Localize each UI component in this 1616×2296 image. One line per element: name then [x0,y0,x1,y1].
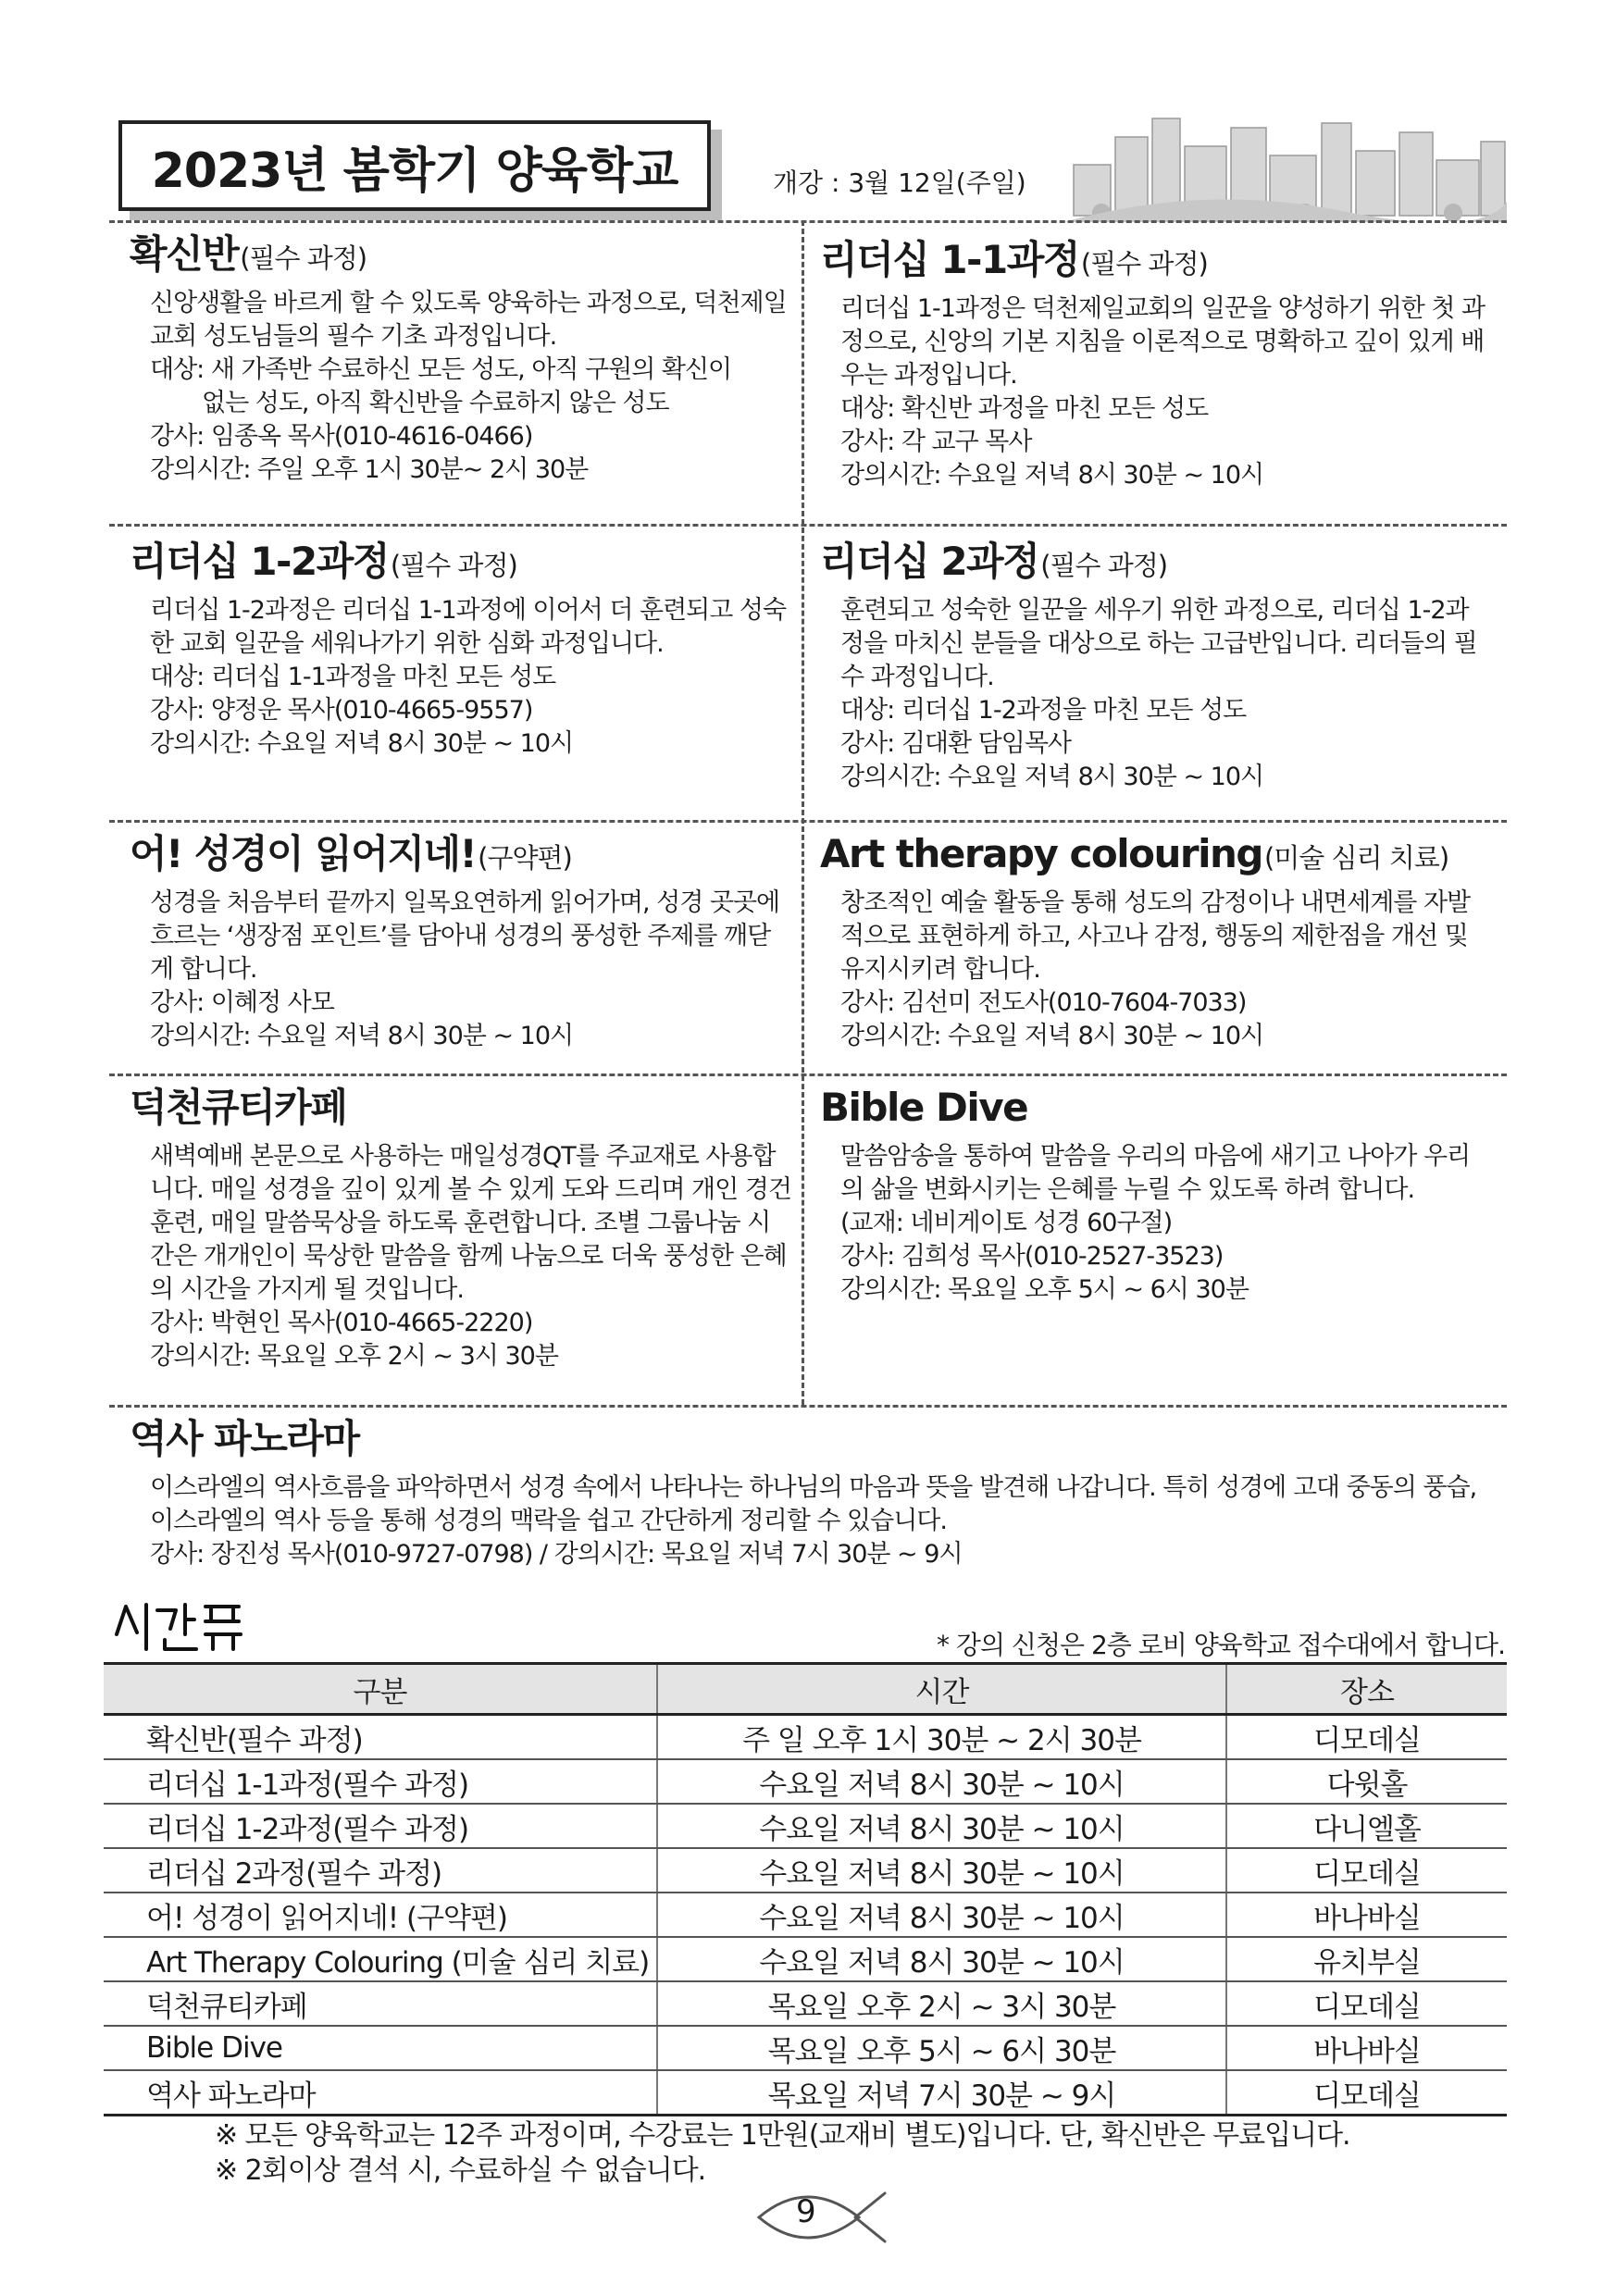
cell-course: 덕천큐티카페 [104,1981,657,2026]
course-teacher: 강사: 김선미 전도사(010-7604-7033) [840,988,1247,1017]
course-teacher: 강사: 양정운 목사(010-4665-9557) [150,696,533,725]
cell-course: 확신반(필수 과정) [104,1715,657,1760]
cell-time: 목요일 오후 2시 ~ 3시 30분 [657,1981,1226,2026]
course-time: 강의시간: 주일 오후 1시 30분~ 2시 30분 [150,455,589,484]
cell-place: 바나바실 [1226,2026,1507,2070]
course-time: 강의시간: 수요일 저녁 8시 30분 ~ 10시 [840,763,1264,791]
course-title: Art therapy colouring(미술 심리 치료) [820,831,1449,876]
course-description: 창조적인 예술 활동을 통해 성도의 감정이나 내면세계를 자발적으로 표현하게 하고, 사고나 감정, 행동의 제한점을 개선 및 유지시키려 합니다. [840,888,1471,984]
page-number-text: 9 [796,2193,816,2230]
header-place: 장소 [1226,1664,1507,1715]
timetable-note: * 강의 신청은 2층 로비 양육학교 접수대에서 합니다. [937,1630,1505,1660]
course-title: 리더십 1-1과정(필수 과정) [820,237,1208,282]
fish-icon [752,2180,890,2251]
course-description: 이스라엘의 역사흐름을 파악하면서 성경 속에서 나타나는 하나님의 마음과 뜻을 발견해 나갑니다. 특히 성경에 고대 중동의 풍습, 이스라엘의 역사 등을 통해 성경의 맥락을 쉽고 간단하게 정리할 수 있습니다. [150,1473,1477,1535]
cell-time: 수요일 저녁 8시 30분 ~ 10시 [657,1848,1226,1893]
course-title: 리더십 2과정(필수 과정) [820,539,1168,584]
course-time: 강의시간: 목요일 오후 5시 ~ 6시 30분 [840,1275,1249,1304]
cell-time: 수요일 저녁 8시 30분 ~ 10시 [657,1759,1226,1804]
page-title-text: 2023년 봄학기 양육학교 [151,143,678,199]
course-time: 강의시간: 수요일 저녁 8시 30분 ~ 10시 [150,1022,574,1050]
course-title: 확신반(필수 과정) [130,231,367,277]
course-teacher: 강사: 임종옥 목사(010-4616-0466) [150,422,533,451]
city-illustration [1064,109,1507,222]
table-row [104,1759,1507,1804]
cell-course: Bible Dive [104,2026,657,2070]
table-header-row [104,1664,1507,1715]
cell-course: 어! 성경이 읽어지네! (구약편) [104,1893,657,1937]
course-teacher-time: 강사: 장진성 목사(010-9727-0798) / 강의시간: 목요일 저녁 7시 30분 ~ 9시 [150,1540,963,1569]
course-description: 리더십 1-1과정은 덕천제일교회의 일꾼을 양성하기 위한 첫 과정으로, 신앙의 기본 지침을 이론적으로 명확하고 깊이 있게 배우는 과정입니다. [840,294,1485,390]
table-row [104,1804,1507,1848]
course-material: (교재: 네비게이토 성경 60구절) [840,1209,1173,1237]
table-row [104,2026,1507,2070]
footnote-fee: ※ 모든 양육학교는 12주 과정이며, 수강료는 1만원(교재비 별도)입니다. 단, 확신반은 무료입니다. [215,2119,1350,2152]
course-title: 어! 성경이 읽어지네!(구약편) [130,831,572,876]
cell-course: 리더십 1-1과정(필수 과정) [104,1759,657,1804]
course-teacher: 강사: 김대환 담임목사 [840,729,1071,758]
course-덕천큐티카페 [130,1085,791,1373]
page-number [752,2180,890,2251]
timetable-title [109,1597,248,1655]
course-teacher: 강사: 이혜정 사모 [150,988,334,1017]
course-리더십-1-2 [130,539,791,761]
cell-place: 디모데실 [1226,2070,1507,2116]
course-time: 강의시간: 수요일 저녁 8시 30분 ~ 10시 [840,1022,1264,1050]
course-description: 리더십 1-2과정은 리더십 1-1과정에 이어서 더 훈련되고 성숙한 교회 일꾼을 세워나가기 위한 심화 과정입니다. [150,596,787,658]
cell-place: 디모데실 [1226,1981,1507,2026]
cell-place: 유치부실 [1226,1937,1507,1981]
cell-time: 주 일 오후 1시 30분 ~ 2시 30분 [657,1715,1226,1760]
course-target: 대상: 리더십 1-2과정을 마친 모든 성도 [840,696,1247,725]
table-row [104,1848,1507,1893]
table-row [104,1937,1507,1981]
cell-place: 다니엘홀 [1226,1804,1507,1848]
cell-course: 역사 파노라마 [104,2070,657,2116]
cell-time: 수요일 저녁 8시 30분 ~ 10시 [657,1804,1226,1848]
course-title: Bible Dive [820,1085,1028,1130]
footnote-absence: ※ 2회이상 결석 시, 수료하실 수 없습니다. [215,2154,706,2187]
cell-time: 목요일 오후 5시 ~ 6시 30분 [657,2026,1226,2070]
course-리더십-2 [820,539,1486,794]
course-description: 신앙생활을 바르게 할 수 있도록 양육하는 과정으로, 덕천제일교회 성도님들의 필수 기초 과정입니다. [150,289,787,351]
course-description: 말씀암송을 통하여 말씀을 우리의 마음에 새기고 나아가 우리의 삶을 변화시키는 은혜를 누릴 수 있도록 하려 합니다. [840,1142,1471,1204]
header-category: 구분 [104,1664,657,1715]
course-title: 덕천큐티카페 [130,1085,347,1130]
course-time: 강의시간: 수요일 저녁 8시 30분 ~ 10시 [840,461,1264,490]
cell-time: 목요일 저녁 7시 30분 ~ 9시 [657,2070,1226,2116]
course-target-cont: 없는 성도, 아직 확신반을 수료하지 않은 성도 [202,389,669,417]
table-row [104,1981,1507,2026]
course-art-therapy [820,831,1486,1053]
header-time: 시간 [657,1664,1226,1715]
timetable [104,1662,1507,2116]
course-title: 리더십 1-2과정(필수 과정) [130,539,517,584]
opening-date: 개강 : 3월 12일(주일) [773,168,1026,198]
course-리더십-1-1 [820,237,1486,492]
cell-place: 디모데실 [1226,1715,1507,1760]
course-description: 훈련되고 성숙한 일꾼을 세우기 위한 과정으로, 리더십 1-2과정을 마치신 분들을 대상으로 하는 고급반입니다. 리더들의 필수 과정입니다. [840,596,1477,691]
course-성경이-읽어지네 [130,831,791,1053]
cell-place: 다윗홀 [1226,1759,1507,1804]
cell-course: 리더십 1-2과정(필수 과정) [104,1804,657,1848]
table-row [104,1893,1507,1937]
course-time: 강의시간: 수요일 저녁 8시 30분 ~ 10시 [150,729,574,758]
course-title: 역사 파노라마 [130,1416,359,1461]
cell-time: 수요일 저녁 8시 30분 ~ 10시 [657,1893,1226,1937]
course-time: 강의시간: 목요일 오후 2시 ~ 3시 30분 [150,1342,558,1371]
cell-place: 디모데실 [1226,1848,1507,1893]
course-bible-dive [820,1085,1486,1307]
cell-time: 수요일 저녁 8시 30분 ~ 10시 [657,1937,1226,1981]
course-target: 대상: 리더십 1-1과정을 마친 모든 성도 [150,663,556,691]
table-row [104,1715,1507,1760]
course-description: 새벽예배 본문으로 사용하는 매일성경QT를 주교재로 사용합니다. 매일 성경을 깊이 있게 볼 수 있게 도와 드리며 개인 경건훈련, 매일 말씀묵상을 하도록 훈련합니다. 조별 그룹나눔 시간은 개개인이 묵상한 말씀을 함께 나눔으로 더욱 풍성한 은혜의 시간을 가지게 될 것입니다. [150,1142,791,1304]
cell-course: Art Therapy Colouring (미술 심리 치료) [104,1937,657,1981]
course-teacher: 강사: 김희성 목사(010-2527-3523) [840,1242,1224,1271]
course-target: 대상: 새 가족반 수료하신 모든 성도, 아직 구원의 확신이 [150,355,732,384]
course-target: 대상: 확신반 과정을 마친 모든 성도 [840,394,1209,423]
course-description: 성경을 처음부터 끝까지 일목요연하게 읽어가며, 성경 곳곳에 흐르는 ‘생장점 포인트’를 담아내 성경의 풍성한 주제를 깨닫게 합니다. [150,888,780,984]
course-확신반 [130,231,791,487]
course-teacher: 강사: 박현인 목사(010-4665-2220) [150,1309,533,1337]
course-역사-파노라마 [130,1416,1499,1571]
course-teacher: 강사: 각 교구 목사 [840,428,1032,456]
cell-course: 리더십 2과정(필수 과정) [104,1848,657,1893]
table-row [104,2070,1507,2116]
page-title [118,120,711,211]
cell-place: 바나바실 [1226,1893,1507,1937]
